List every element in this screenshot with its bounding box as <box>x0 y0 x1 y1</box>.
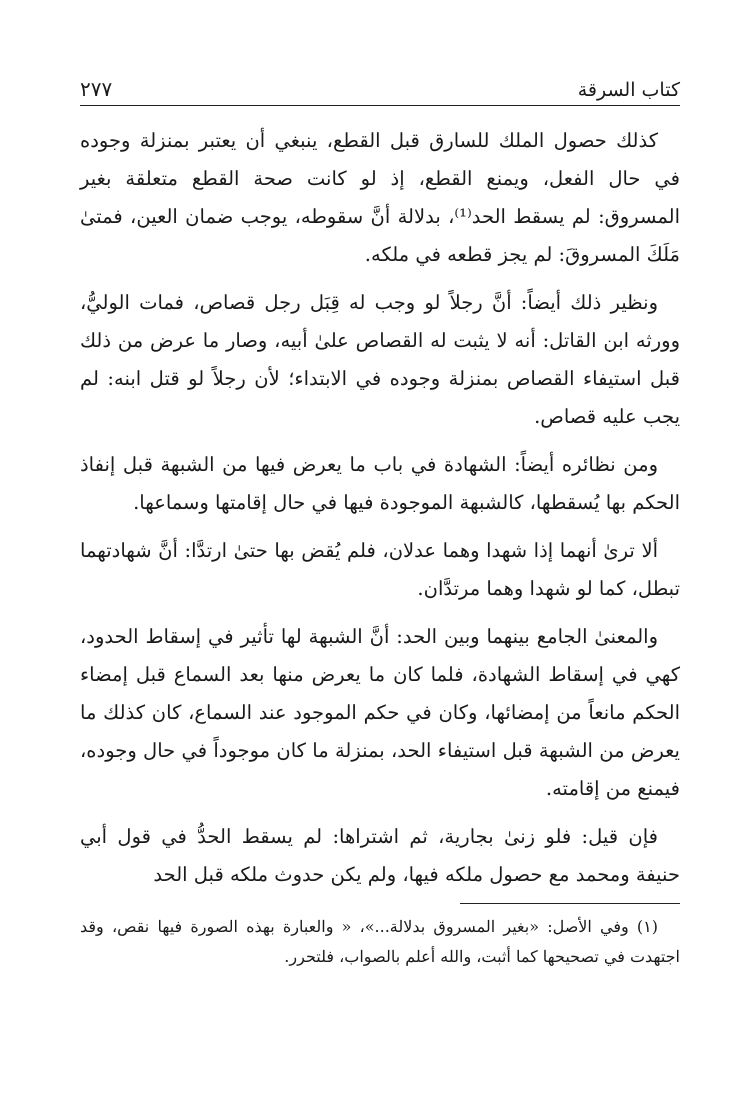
body-text <box>80 122 680 904</box>
footnote: (١) وفي الأصل: «بغير المسروق بدلالة...»، « والعبارة بهذه الصورة فيها نقص، وقد اجتهدت في تصحيحها كما أثبت، والله أعلم بالصواب، فلتحرر. <box>80 917 680 966</box>
paragraph: والمعنىٰ الجامع بينهما وبين الحد: أنَّ الشبهة لها تأثير في إسقاط الحدود، كهي في إسقاط الشهادة، فلما كان ما يعرض منها بعد السماع قبل إمضاء الحكم مانعاً من إمضائها، وكان في حكم الموجود عند السماع، كان كذلك ما يعرض من الشبهة قبل استيفاء الحد، بمنزلة ما كان موجوداً في حال وجوده، فيمنع من إقامته. <box>80 625 680 800</box>
paragraph: ومن نظائره أيضاً: الشهادة في باب ما يعرض فيها من الشبهة قبل إنفاذ الحكم بها يُسقطها، كالشبهة الموجودة فيها في حال إقامتها وسماعها. <box>80 453 680 514</box>
paragraph: كذلك حصول الملك للسارق قبل القطع، ينبغي أن يعتبر بمنزلة وجوده في حال الفعل، ويمنع القطع، إذ لو كانت صحة القطع متعلقة بغير المسروق: لم يسقط الحد⁽¹⁾، بدلالة أنَّ سقوطه، يوجب ضمان العين، فمتىٰ مَلَكَ المسروقَ: لم يجز قطعه في ملكه. <box>80 129 680 266</box>
paragraph: فإن قيل: فلو زنىٰ بجارية، ثم اشتراها: لم يسقط الحدُّ في قول أبي حنيفة ومحمد مع حصول ملكه فيها، ولم يكن حدوث ملكه قبل الحد <box>80 825 680 886</box>
book-page <box>80 0 680 1102</box>
page-header <box>80 70 680 106</box>
paragraph: ألا ترىٰ أنهما إذا شهدا وهما عدلان، فلم يُقض بها حتىٰ ارتدَّا: أنَّ شهادتهما تبطل، كما لو شهدا وهما مرتدَّان. <box>80 539 680 600</box>
footnote-divider <box>460 903 680 904</box>
running-title: كتاب السرقة <box>577 79 680 101</box>
paragraph: ونظير ذلك أيضاً: أنَّ رجلاً لو وجب له قِبَل رجل قصاص، فمات الوليُّ، وورثه ابن القاتل: أنه لا يثبت له القصاص علىٰ أبيه، وصار ما عرض من ذلك قبل استيفاء القصاص بمنزلة وجوده في الابتداء؛ لأن رجلاً لو قتل ابنه: لم يجب عليه قصاص. <box>80 291 680 428</box>
page-number: ٢٧٧ <box>80 77 113 101</box>
